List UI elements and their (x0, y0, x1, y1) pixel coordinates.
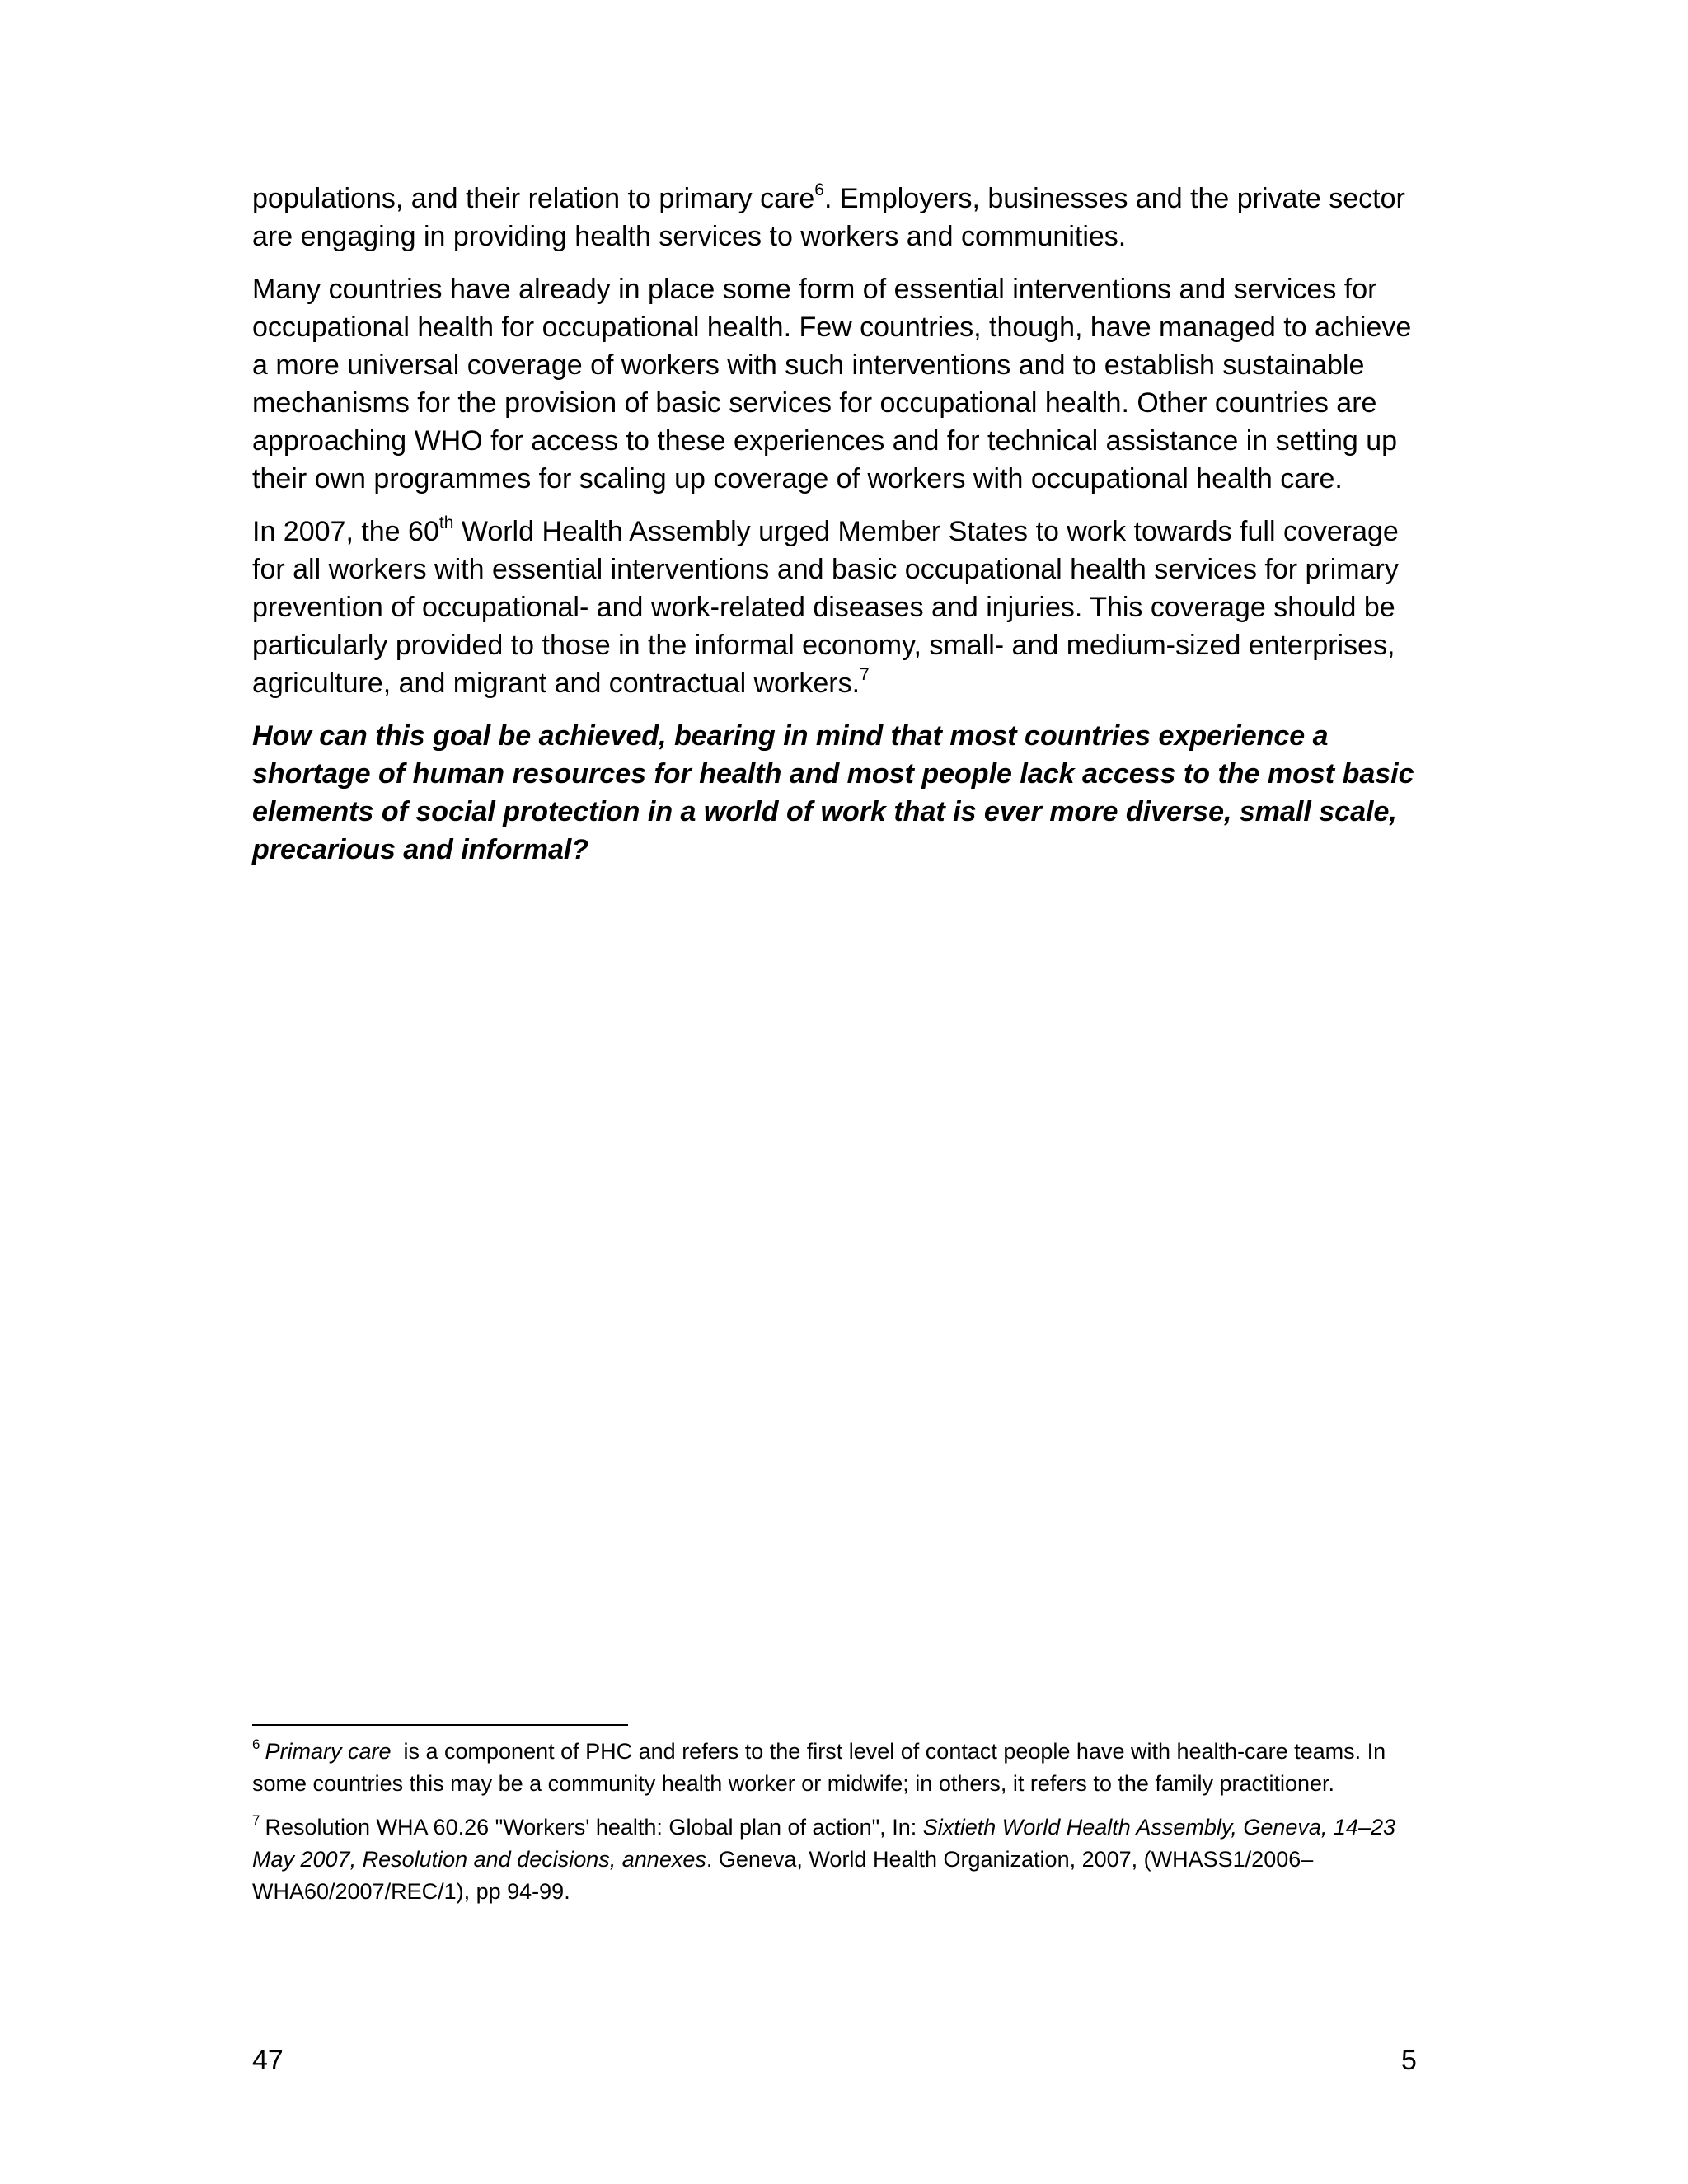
paragraph-text: In 2007, the 60 (252, 516, 439, 547)
footnote-7 (252, 1811, 1423, 1908)
footnote-text: is a component of PHC and refers to the first level of contact people have with health-care teams. In some countries this may be a community health worker or midwife; in others, it refers to the family practitioner. (252, 1739, 1392, 1796)
paragraph-text: populations, and their relation to primary care (252, 183, 815, 214)
paragraph-text: World Health Assembly urged Member States to work towards full coverage for all workers with essential interventions and basic occupational health services for primary prevention of occupational- and work-related diseases and injuries. This coverage should be particularly provided to those in the informal economy, small- and medium-sized enterprises, agriculture, and migrant and contractual workers. (252, 516, 1399, 699)
footnote-citation-title: Sixtieth World Health Assembly, Geneva, 14–23 May 2007, Resolution and decisions, annexes (252, 1815, 1395, 1872)
footnote-reference-6[interactable]: 6 (814, 180, 824, 199)
footnote-6 (252, 1736, 1423, 1800)
page-number-left: 47 (252, 2045, 284, 2076)
footnote-reference-7[interactable]: 7 (860, 665, 870, 684)
footnote-divider (252, 1724, 628, 1726)
footnote-mark: 7 (252, 1812, 260, 1828)
footnote-term: Primary care (265, 1739, 392, 1764)
footnote-mark: 6 (252, 1736, 260, 1752)
paragraph-text: . Employers, businesses and the private sector are engaging in providing health services to workers and communities. (252, 183, 1405, 252)
paragraph-assembly (252, 513, 1431, 702)
ordinal-superscript: th (438, 513, 454, 532)
paragraph-countries: Many countries have already in place some form of essential interventions and services for occupational health for occupational health. Few countries, though, have managed to achieve a more universal coverage of workers with such interventions and to establish sustainable mechanisms for the provision of basic services for occupational health. Other countries are approaching WHO for access to these experiences and for technical assistance in setting up their own programmes for scaling up coverage of workers with occupational health care. (252, 274, 1412, 494)
paragraph-primary-care (252, 180, 1431, 255)
footnote-text: Resolution WHA 60.26 "Workers' health: Global plan of action", In: (265, 1815, 923, 1840)
footnote-text: . Geneva, World Health Organization, 2007, (WHASS1/2006–WHA60/2007/REC/1), pp 94-99. (252, 1847, 1314, 1904)
footnotes (252, 1736, 1423, 1919)
main-text (252, 180, 1431, 883)
page-number-right: 5 (1401, 2045, 1417, 2076)
key-question: How can this goal be achieved, bearing in mind that most countries experience a shortage of human resources for health and most people lack access to the most basic elements of social protection in a world of work that is ever more diverse, small scale, precarious and informal? (252, 720, 1414, 865)
